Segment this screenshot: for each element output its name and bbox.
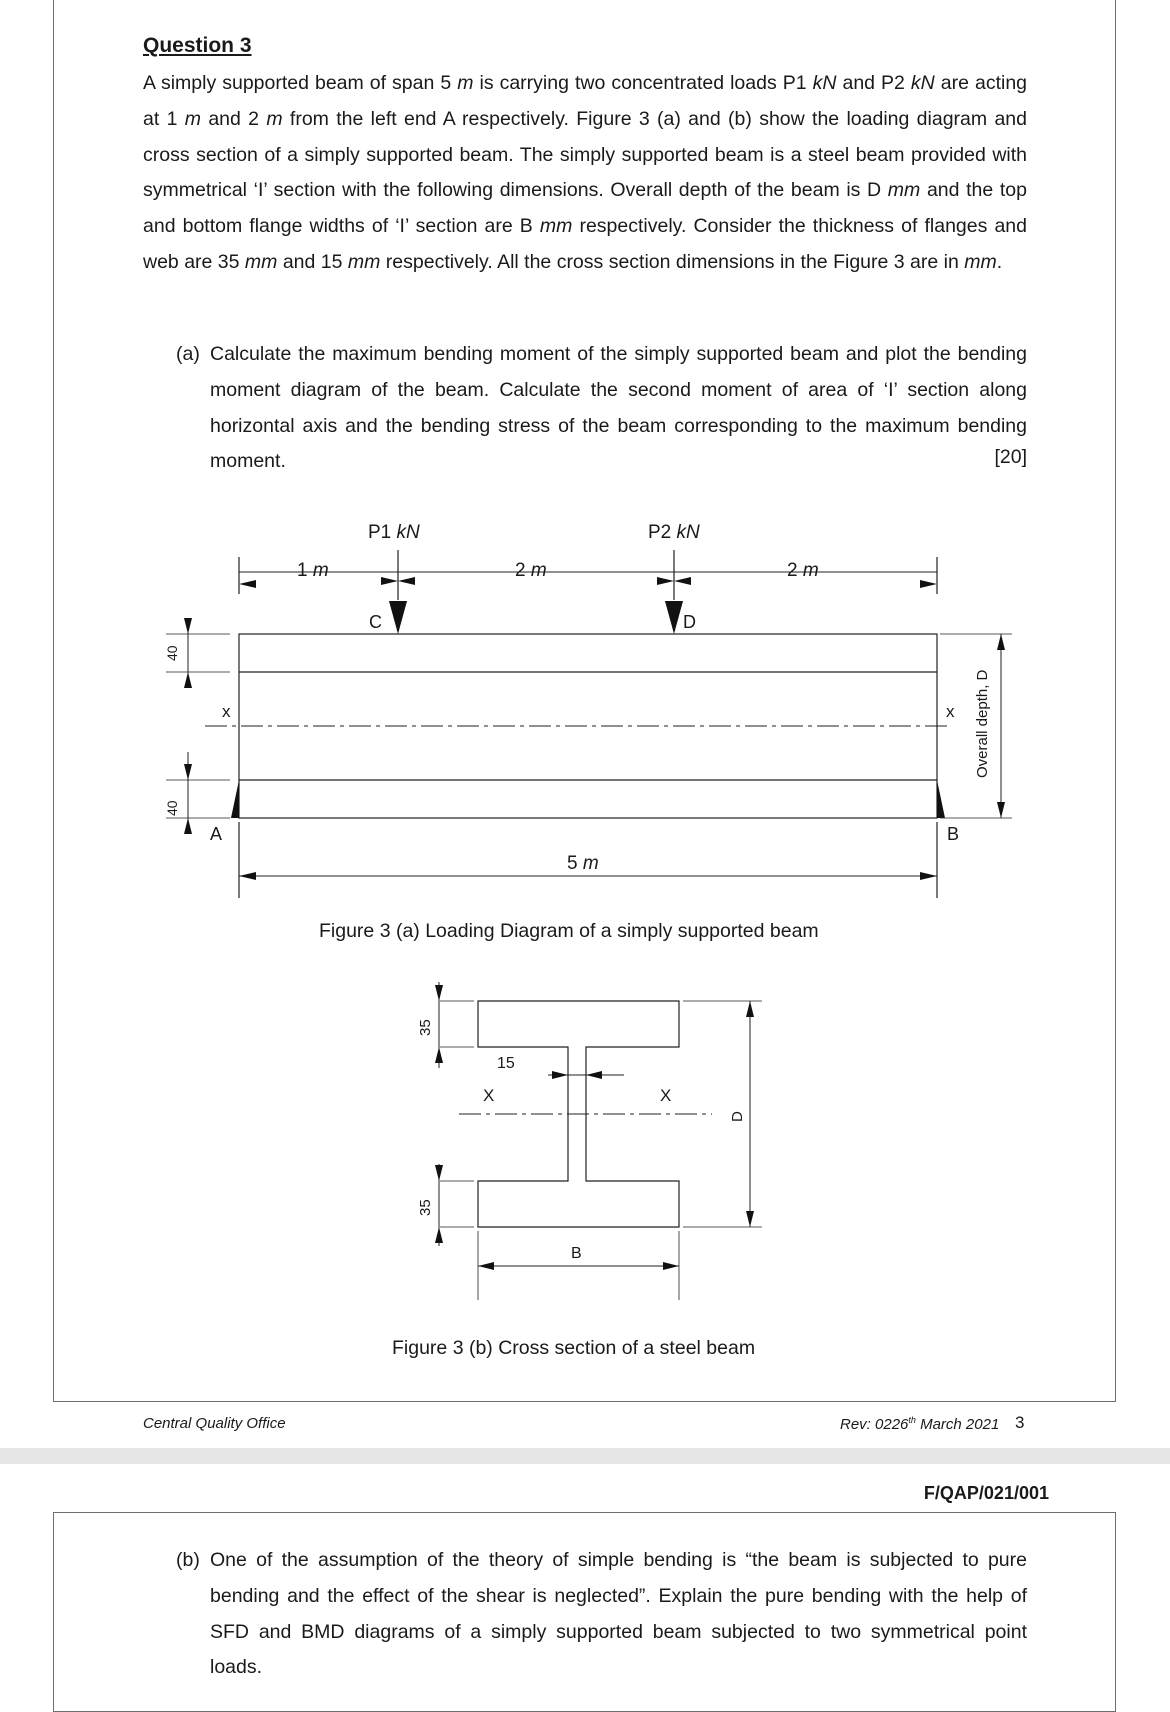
figure-a-diagram — [166, 550, 1012, 898]
figure-b-diagram — [435, 982, 762, 1300]
footer-office: Central Quality Office — [143, 1415, 286, 1432]
support-a — [231, 780, 239, 818]
part-a-marks: [20] — [994, 446, 1027, 468]
figure-b-labels — [417, 1019, 746, 1262]
section-axis-left: X — [483, 1086, 495, 1105]
point-d-label: D — [683, 612, 696, 632]
figure-b-caption: Figure 3 (b) Cross section of a steel beam — [392, 1337, 756, 1359]
overall-depth-label: Overall depth, D — [974, 669, 991, 778]
total-span-label: 5 m — [567, 853, 599, 874]
page-gap — [0, 1448, 1170, 1464]
flange-bottom-dim: 40 — [164, 800, 180, 816]
part-a-text: Calculate the maximum bending moment of the simply supported beam and plot the bending moment diagram of the beam. Calculate the second moment of area of ‘I’ section along horizontal axis and the bending stress of the beam corresponding to the maximum bending moment. — [210, 343, 1027, 473]
support-a-label: A — [210, 824, 223, 844]
span-cd-label: 2 m — [515, 560, 547, 581]
load-p1-arrow — [389, 601, 407, 634]
top-flange-dim: 35 — [417, 1019, 434, 1036]
web-dim: 15 — [497, 1055, 515, 1072]
question-intro: A simply supported beam of span 5 m is carrying two concentrated loads P1 kN and P2 kN are acting at 1 m and 2 m from the left end A respectively. Figure 3 (a) and (b) show the loading diagram and cross section of a simply supported beam. The simply supported beam is a steel beam provided with symmetrical ‘I’ section with the following dimensions. Overall depth of the beam is D mm and the top and bottom flange widths of ‘I’ section are B mm respectively. Consider the thickness of flanges and web are 35 mm and 15 mm respectively. All the cross section dimensions in the Figure 3 are in mm. — [143, 72, 1028, 273]
load-p2-label: P2 kN — [648, 522, 700, 543]
flange-top-dim: 40 — [164, 645, 180, 661]
span-ac-label: 1 m — [297, 560, 329, 581]
section-axis-right: X — [660, 1086, 672, 1105]
question-title: Question 3 — [143, 34, 252, 57]
load-p2-arrow — [665, 601, 683, 634]
doc-reference: F/QAP/021/001 — [923, 1483, 1049, 1503]
load-p1-label: P1 kN — [368, 522, 420, 543]
depth-dim: D — [729, 1111, 746, 1122]
width-dim: B — [571, 1245, 582, 1262]
part-a-label: (a) — [176, 343, 200, 365]
figure-a-caption: Figure 3 (a) Loading Diagram of a simply supported beam — [319, 920, 819, 942]
part-b-label: (b) — [176, 1549, 200, 1571]
axis-right-label: x — [946, 702, 955, 721]
support-b-label: B — [947, 824, 960, 844]
page-number: 3 — [1015, 1413, 1025, 1432]
bottom-flange-dim: 35 — [417, 1199, 434, 1216]
point-c-label: C — [369, 612, 382, 632]
figure-a-labels — [164, 522, 991, 874]
footer-revision: Rev: 0226th March 2021 — [840, 1415, 1000, 1433]
support-b — [937, 780, 945, 818]
span-db-label: 2 m — [787, 560, 819, 581]
part-b-text: One of the assumption of the theory of simple bending is “the beam is subjected to pure bending and the effect of the shear is neglected”. Explain the pure bending with the help of SFD and BMD diagrams of a simply supported beam subjected to two symmetrical point loads. — [210, 1549, 1027, 1679]
axis-left-label: x — [222, 702, 231, 721]
